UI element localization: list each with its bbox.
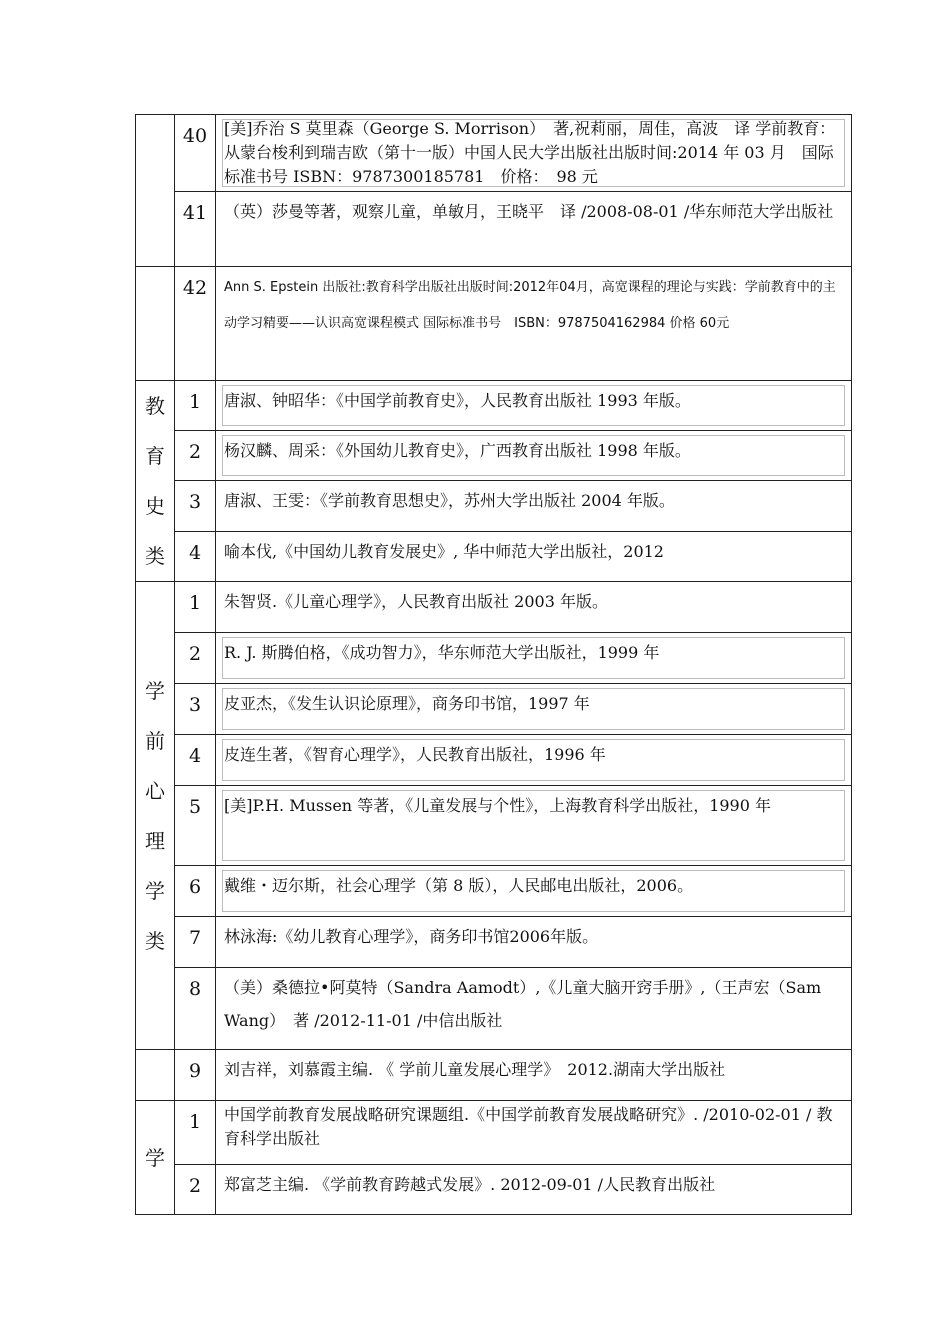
book-entry: 刘吉祥，刘慕霞主编. 《 学前儿童发展心理学》 2012.湖南大学出版社 [216, 1050, 852, 1101]
book-entry: 喻本伐,《中国幼儿教育发展史》, 华中师范大学出版社，2012 [216, 532, 852, 582]
row-number: 7 [175, 917, 216, 968]
row-number: 9 [175, 1050, 216, 1101]
category-cell-empty [136, 267, 175, 381]
row-number: 40 [175, 115, 216, 192]
book-entry: 皮亚杰，《发生认识论原理》，商务印书馆，1997 年 [216, 684, 852, 735]
category-cell-empty [136, 115, 175, 267]
book-entry: （美）桑德拉•阿莫特（Sandra Aamodt）,《儿童大脑开窍手册》,（王声宏（Sam Wang） 著 /2012-11-01 /中信出版社 [216, 968, 852, 1050]
book-entry: 朱智贤.《儿童心理学》，人民教育出版社 2003 年版。 [216, 582, 852, 633]
category-history: 教 育 史 类 [136, 381, 175, 582]
row-number: 2 [175, 1165, 216, 1215]
row-number: 1 [175, 1101, 216, 1165]
book-entry: 唐淑、王雯：《学前教育思想史》，苏州大学出版社 2004 年版。 [216, 481, 852, 532]
row-number: 3 [175, 684, 216, 735]
row-number: 2 [175, 431, 216, 481]
book-entry: 皮连生著，《智育心理学》，人民教育出版社，1996 年 [216, 735, 852, 786]
row-number: 4 [175, 532, 216, 582]
book-entry: 中国学前教育发展战略研究课题组.《中国学前教育发展战略研究》. /2010-02-01 / 教育科学出版社 [216, 1101, 852, 1165]
book-entry: Ann S. Epstein 出版社:教育科学出版社出版时间:2012年04月，高宽课程的理论与实践：学前教育中的主动学习精要——认识高宽课程模式 国际标准书号 ISBN：9787504162984 价格 60元 [216, 267, 852, 381]
category-psychology: 学 前 心 理 学 类 [136, 582, 175, 1050]
book-entry: [美]乔治 S 莫里森（George S. Morrison） 著,祝莉丽，周佳，高波 译 学前教育：从蒙台梭利到瑞吉欧（第十一版）中国人民大学出版社出版时间:2014 年 03 月 国际标准书号 ISBN：9787300185781 价格： 98 元 [216, 115, 852, 192]
row-number: 41 [175, 192, 216, 267]
row-number: 2 [175, 633, 216, 684]
bibliography-table [135, 114, 852, 1215]
row-number: 1 [175, 381, 216, 431]
row-number: 6 [175, 866, 216, 917]
book-entry: （英）莎曼等著，观察儿童，单敏月，王晓平 译 /2008-08-01 /华东师范大学出版社 [216, 192, 852, 267]
category-policy: 学 [136, 1101, 175, 1215]
book-entry: 郑富芝主编. 《学前教育跨越式发展》. 2012-09-01 /人民教育出版社 [216, 1165, 852, 1215]
book-entry: R. J. 斯腾伯格，《成功智力》，华东师范大学出版社，1999 年 [216, 633, 852, 684]
row-number: 4 [175, 735, 216, 786]
row-number: 3 [175, 481, 216, 532]
category-cell-empty [136, 1050, 175, 1101]
row-number: 8 [175, 968, 216, 1050]
row-number: 1 [175, 582, 216, 633]
book-entry: 林泳海:《幼儿教育心理学》，商务印书馆2006年版。 [216, 917, 852, 968]
book-entry: 戴维・迈尔斯，社会心理学（第 8 版），人民邮电出版社，2006。 [216, 866, 852, 917]
row-number: 42 [175, 267, 216, 381]
book-entry: 唐淑、钟昭华：《中国学前教育史》，人民教育出版社 1993 年版。 [216, 381, 852, 431]
book-entry: [美]P.H. Mussen 等著，《儿童发展与个性》，上海教育科学出版社，1990 年 [216, 786, 852, 866]
book-entry: 杨汉麟、周采：《外国幼儿教育史》，广西教育出版社 1998 年版。 [216, 431, 852, 481]
row-number: 5 [175, 786, 216, 866]
